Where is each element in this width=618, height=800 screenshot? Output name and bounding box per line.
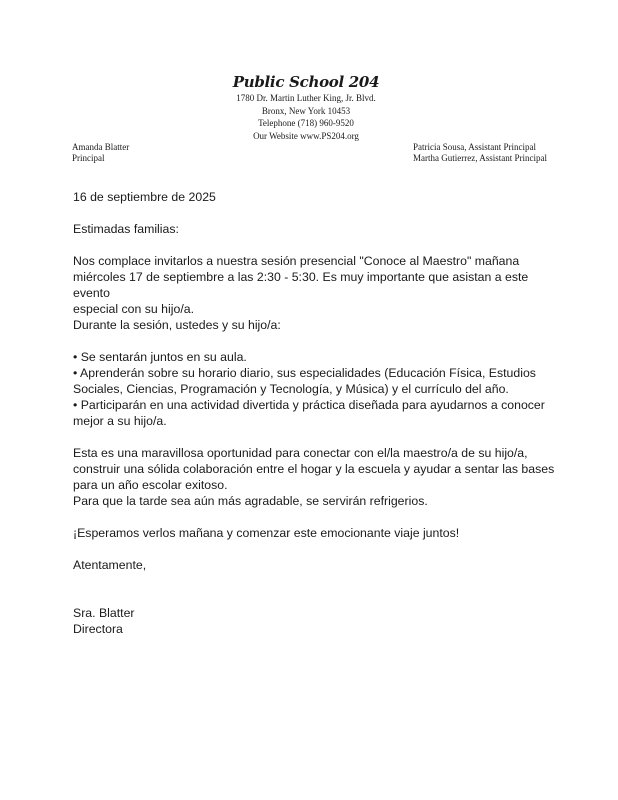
list-item: • Se sentarán juntos en su aula.: [73, 350, 247, 364]
signer-title: Directora: [73, 622, 123, 636]
list-item: • Aprenderán sobre su horario diario, sus especialidades (Educación Física, Estudios: [73, 366, 536, 380]
principal-name: Amanda Blatter: [72, 142, 130, 152]
closing-wish: ¡Esperamos verlos mañana y comenzar este emocionante viaje juntos!: [73, 526, 460, 540]
letter-date: 16 de septiembre de 2025: [73, 190, 216, 204]
opportunity-paragraph: Esta es una maravillosa oportunidad para conectar con el/la maestro/a de su hijo/a, construir una sólida colaboración entre el hogar y la escuela y ayudar a sentar las bases para un año escolar exitoso. Para que la tarde sea aún más agradable, se servirán refrigerios.: [73, 446, 555, 508]
principal-title: Principal: [72, 153, 105, 163]
assistant-principals-block: [413, 142, 547, 164]
school-name: Public School 204: [232, 73, 380, 91]
sign-off: Atentamente,: [73, 558, 147, 572]
assistant-principal-1: Patricia Sousa, Assistant Principal: [413, 142, 537, 152]
principal-block: [72, 142, 129, 164]
address-line-2: Bronx, New York 10453: [261, 105, 351, 116]
signer-name: Sra. Blatter: [73, 606, 135, 620]
during-session-line: Durante la sesión, ustedes y su hijo/a:: [73, 318, 281, 332]
address-line-1: 1780 Dr. Martin Luther King, Jr. Blvd.: [236, 93, 376, 103]
assistant-principal-2: Martha Gutierrez, Assistant Principal: [413, 153, 547, 163]
telephone: Telephone (718) 960-9520: [258, 118, 354, 128]
list-item: • Participarán en una actividad divertida y práctica diseñada para ayudarnos a conocer: [73, 398, 545, 412]
letterhead: [0, 72, 618, 142]
website: Our Website www.PS204.org: [253, 130, 359, 141]
signature-block: [73, 605, 563, 637]
activities-list: • Se sentarán juntos en su aula. • Aprenderán sobre su horario diario, sus especialidades (Educación Física, Estudios Sociales, Ciencias, Programación y Tecnología, y Música) y el currículo del año. • Participarán en una actividad divertida y práctica diseñada para ayudarnos a conocer mejor a su hijo/a.: [73, 349, 563, 429]
intro-paragraph: Nos complace invitarlos a nuestra sesión presencial "Conoce al Maestro" mañana miércoles 17 de septiembre a las 2:30 - 5:30. Es muy importante que asistan a este evento especial con su hijo/a.: [73, 254, 529, 316]
letter-greeting: Estimadas familias:: [73, 222, 179, 236]
